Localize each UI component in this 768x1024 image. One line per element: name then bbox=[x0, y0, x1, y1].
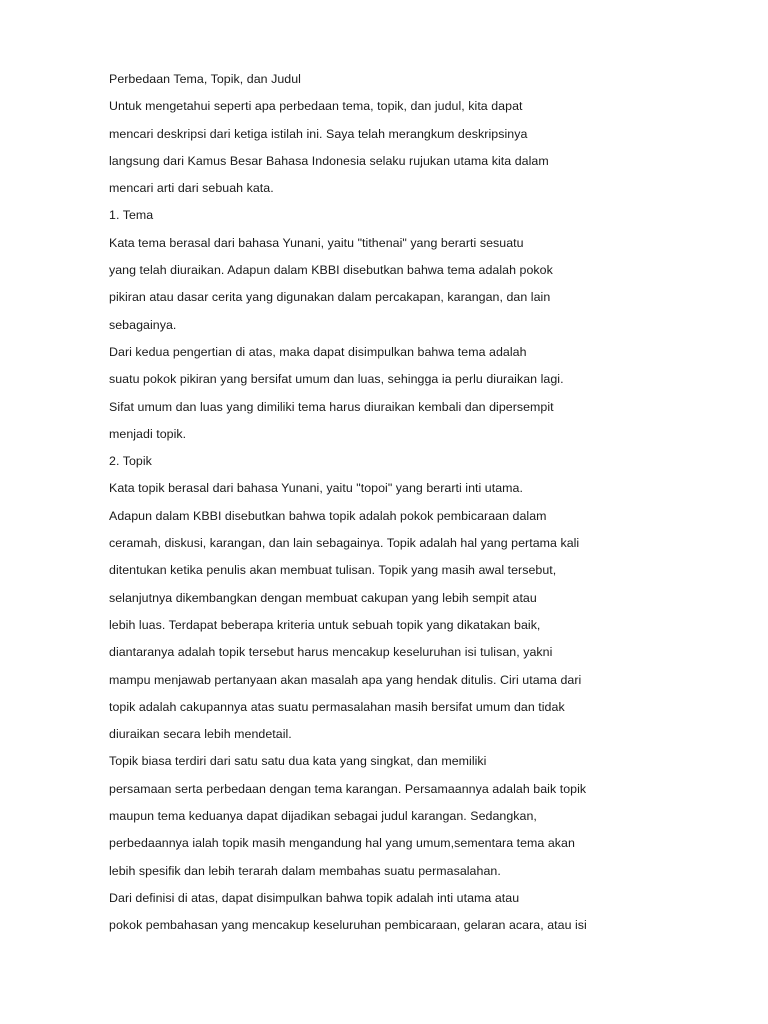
text-line: lebih luas. Terdapat beberapa kriteria untuk sebuah topik yang dikatakan baik, bbox=[109, 617, 541, 632]
text-line: lebih spesifik dan lebih terarah dalam membahas suatu permasalahan. bbox=[109, 863, 501, 878]
text-line: mencari arti dari sebuah kata. bbox=[109, 181, 274, 196]
text-line: 1. Tema bbox=[109, 208, 154, 223]
text-line: yang telah diuraikan. Adapun dalam KBBI disebutkan bahwa tema adalah pokok bbox=[109, 263, 553, 278]
text-line: perbedaannya ialah topik masih mengandung hal yang umum,sementara tema akan bbox=[109, 836, 575, 851]
text-line: maupun tema keduanya dapat dijadikan sebagai judul karangan. Sedangkan, bbox=[109, 809, 537, 824]
text-line: ditentukan ketika penulis akan membuat tulisan. Topik yang masih awal tersebut, bbox=[109, 563, 557, 578]
text-line: Kata tema berasal dari bahasa Yunani, yaitu "tithenai" yang berarti sesuatu bbox=[109, 235, 524, 250]
text-line: Kata topik berasal dari bahasa Yunani, yaitu "topoi" yang berarti inti utama. bbox=[109, 481, 523, 496]
document-text-body bbox=[109, 66, 629, 940]
text-line: langsung dari Kamus Besar Bahasa Indonesia selaku rujukan utama kita dalam bbox=[109, 153, 549, 168]
text-line: pokok pembahasan yang mencakup keseluruhan pembicaraan, gelaran acara, atau isi bbox=[109, 918, 587, 933]
text-line: suatu pokok pikiran yang bersifat umum dan luas, sehingga ia perlu diuraikan lagi. bbox=[109, 372, 564, 387]
text-line: Adapun dalam KBBI disebutkan bahwa topik adalah pokok pembicaraan dalam bbox=[109, 508, 547, 523]
text-line: diuraikan secara lebih mendetail. bbox=[109, 727, 292, 742]
text-line: persamaan serta perbedaan dengan tema karangan. Persamaannya adalah baik topik bbox=[109, 781, 587, 796]
text-line: Topik biasa terdiri dari satu satu dua kata yang singkat, dan memiliki bbox=[109, 754, 487, 769]
text-line: Untuk mengetahui seperti apa perbedaan tema, topik, dan judul, kita dapat bbox=[109, 99, 523, 114]
text-line: pikiran atau dasar cerita yang digunakan dalam percakapan, karangan, dan lain bbox=[109, 290, 551, 305]
text-line: Sifat umum dan luas yang dimiliki tema harus diuraikan kembali dan dipersempit bbox=[109, 399, 554, 414]
text-line: sebagainya. bbox=[109, 317, 177, 332]
text-line: diantaranya adalah topik tersebut harus mencakup keseluruhan isi tulisan, yakni bbox=[109, 645, 553, 660]
text-line: mampu menjawab pertanyaan akan masalah apa yang hendak ditulis. Ciri utama dari bbox=[109, 672, 582, 687]
document-title: Perbedaan Tema, Topik, dan Judul bbox=[109, 72, 301, 86]
text-line: Dari definisi di atas, dapat disimpulkan bahwa topik adalah inti utama atau bbox=[109, 890, 520, 905]
text-line: menjadi topik. bbox=[109, 426, 187, 441]
text-line: 2. Topik bbox=[109, 454, 152, 469]
text-line: topik adalah cakupannya atas suatu permasalahan masih bersifat umum dan tidak bbox=[109, 699, 565, 714]
text-line: ceramah, diskusi, karangan, dan lain sebagainya. Topik adalah hal yang pertama kali bbox=[109, 536, 580, 551]
text-line: Dari kedua pengertian di atas, maka dapat disimpulkan bahwa tema adalah bbox=[109, 344, 527, 359]
text-line: mencari deskripsi dari ketiga istilah ini. Saya telah merangkum deskripsinya bbox=[109, 126, 528, 141]
text-line: selanjutnya dikembangkan dengan membuat cakupan yang lebih sempit atau bbox=[109, 590, 537, 605]
